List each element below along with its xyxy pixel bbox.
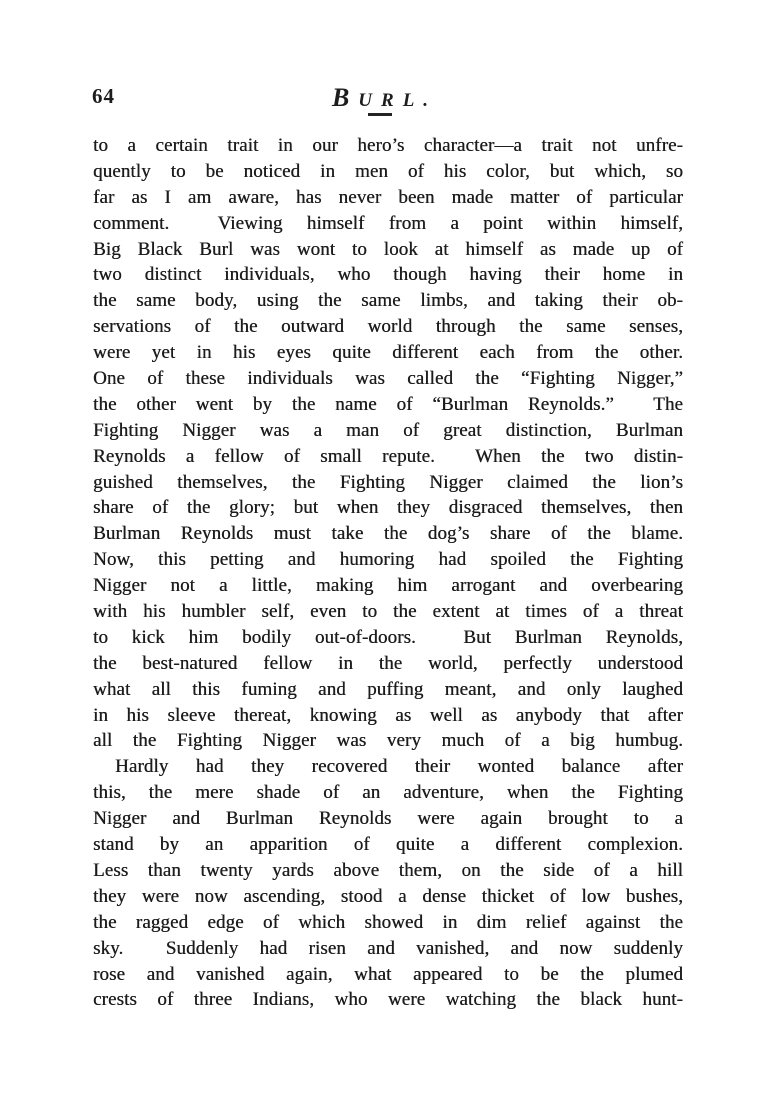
paragraph-2-line-6: they were now ascending, stood a dense thicket of low bushes, [93,885,683,907]
paragraph-2-line-8: sky. Suddenly had risen and vanished, and now suddenly [93,937,683,959]
paragraph-2-line-7: the ragged edge of which showed in dim relief against the [93,911,683,933]
header-divider-rule [368,113,392,116]
paragraph-1-line-17: Now, this petting and humoring had spoiled the Fighting [93,549,683,571]
paragraph-1-line-13: Reynolds a fellow of small repute. When the two distin- [93,445,683,467]
paragraph-1-line-6: two distinct individuals, who though having their home in [93,264,683,286]
running-title: BURL. [331,83,438,112]
paragraph-1-line-5: Big Black Burl was wont to look at himself as made up of [93,238,683,260]
paragraph-1-line-23: in his sleeve thereat, knowing as well as anybody that after [93,704,683,726]
paragraph-1-line-18: Nigger not a little, making him arrogant and overbearing [93,575,683,597]
paragraph-1-line-19: with his humbler self, even to the extent at times of a threat [93,601,683,623]
paragraph-1-line-2: quently to be noticed in men of his color, but which, so [93,160,683,182]
page-number: 64 [92,84,115,108]
paragraph-1-line-9: were yet in his eyes quite different each from the other. [93,342,683,364]
paragraph-2-line-9: rose and vanished again, what appeared to be the plumed [93,963,683,985]
paragraph-1-line-16: Burlman Reynolds must take the dog’s share of the blame. [93,523,683,545]
paragraph-1-line-12: Fighting Nigger was a man of great distinction, Burlman [93,419,683,441]
paragraph-2-line-3: Nigger and Burlman Reynolds were again brought to a [93,808,683,830]
paragraph-1-line-3: far as I am aware, has never been made matter of particular [93,186,683,208]
paragraph-2-line-1: Hardly had they recovered their wonted balance after [115,756,683,778]
paragraph-1-line-20: to kick him bodily out-of-doors. But Burlman Reynolds, [93,626,683,648]
paragraph-2-line-4: stand by an apparition of quite a different complexion. [93,834,683,856]
paragraph-1-line-21: the best-natured fellow in the world, perfectly understood [93,652,683,674]
paragraph-1-line-10: One of these individuals was called the “Fighting Nigger,” [93,368,683,390]
paragraph-1-line-24: all the Fighting Nigger was very much of a big humbug. [93,730,683,752]
paragraph-1-line-1: to a certain trait in our hero’s character—a trait not unfre- [93,135,683,156]
paragraph-1-line-22: what all this fuming and puffing meant, and only laughed [93,678,683,700]
paragraph-2-line-2: this, the mere shade of an adventure, when the Fighting [93,782,683,804]
paragraph-1-line-8: servations of the outward world through the same senses, [93,316,683,338]
body-text [93,133,683,1013]
paragraph-1-line-15: share of the glory; but when they disgraced themselves, then [93,497,683,519]
paragraph-1-line-14: guished themselves, the Fighting Nigger claimed the lion’s [93,471,683,493]
paragraph-2-line-10: crests of three Indians, who were watching the black hunt- [93,989,683,1011]
paragraph-2-line-5: Less than twenty yards above them, on the side of a hill [93,859,683,881]
paragraph-1-line-4: comment. Viewing himself from a point within himself, [93,212,683,234]
paragraph-1-line-11: the other went by the name of “Burlman Reynolds.” The [93,393,683,415]
paragraph-1-line-7: the same body, using the same limbs, and taking their ob- [93,290,683,312]
page-header [0,83,760,113]
